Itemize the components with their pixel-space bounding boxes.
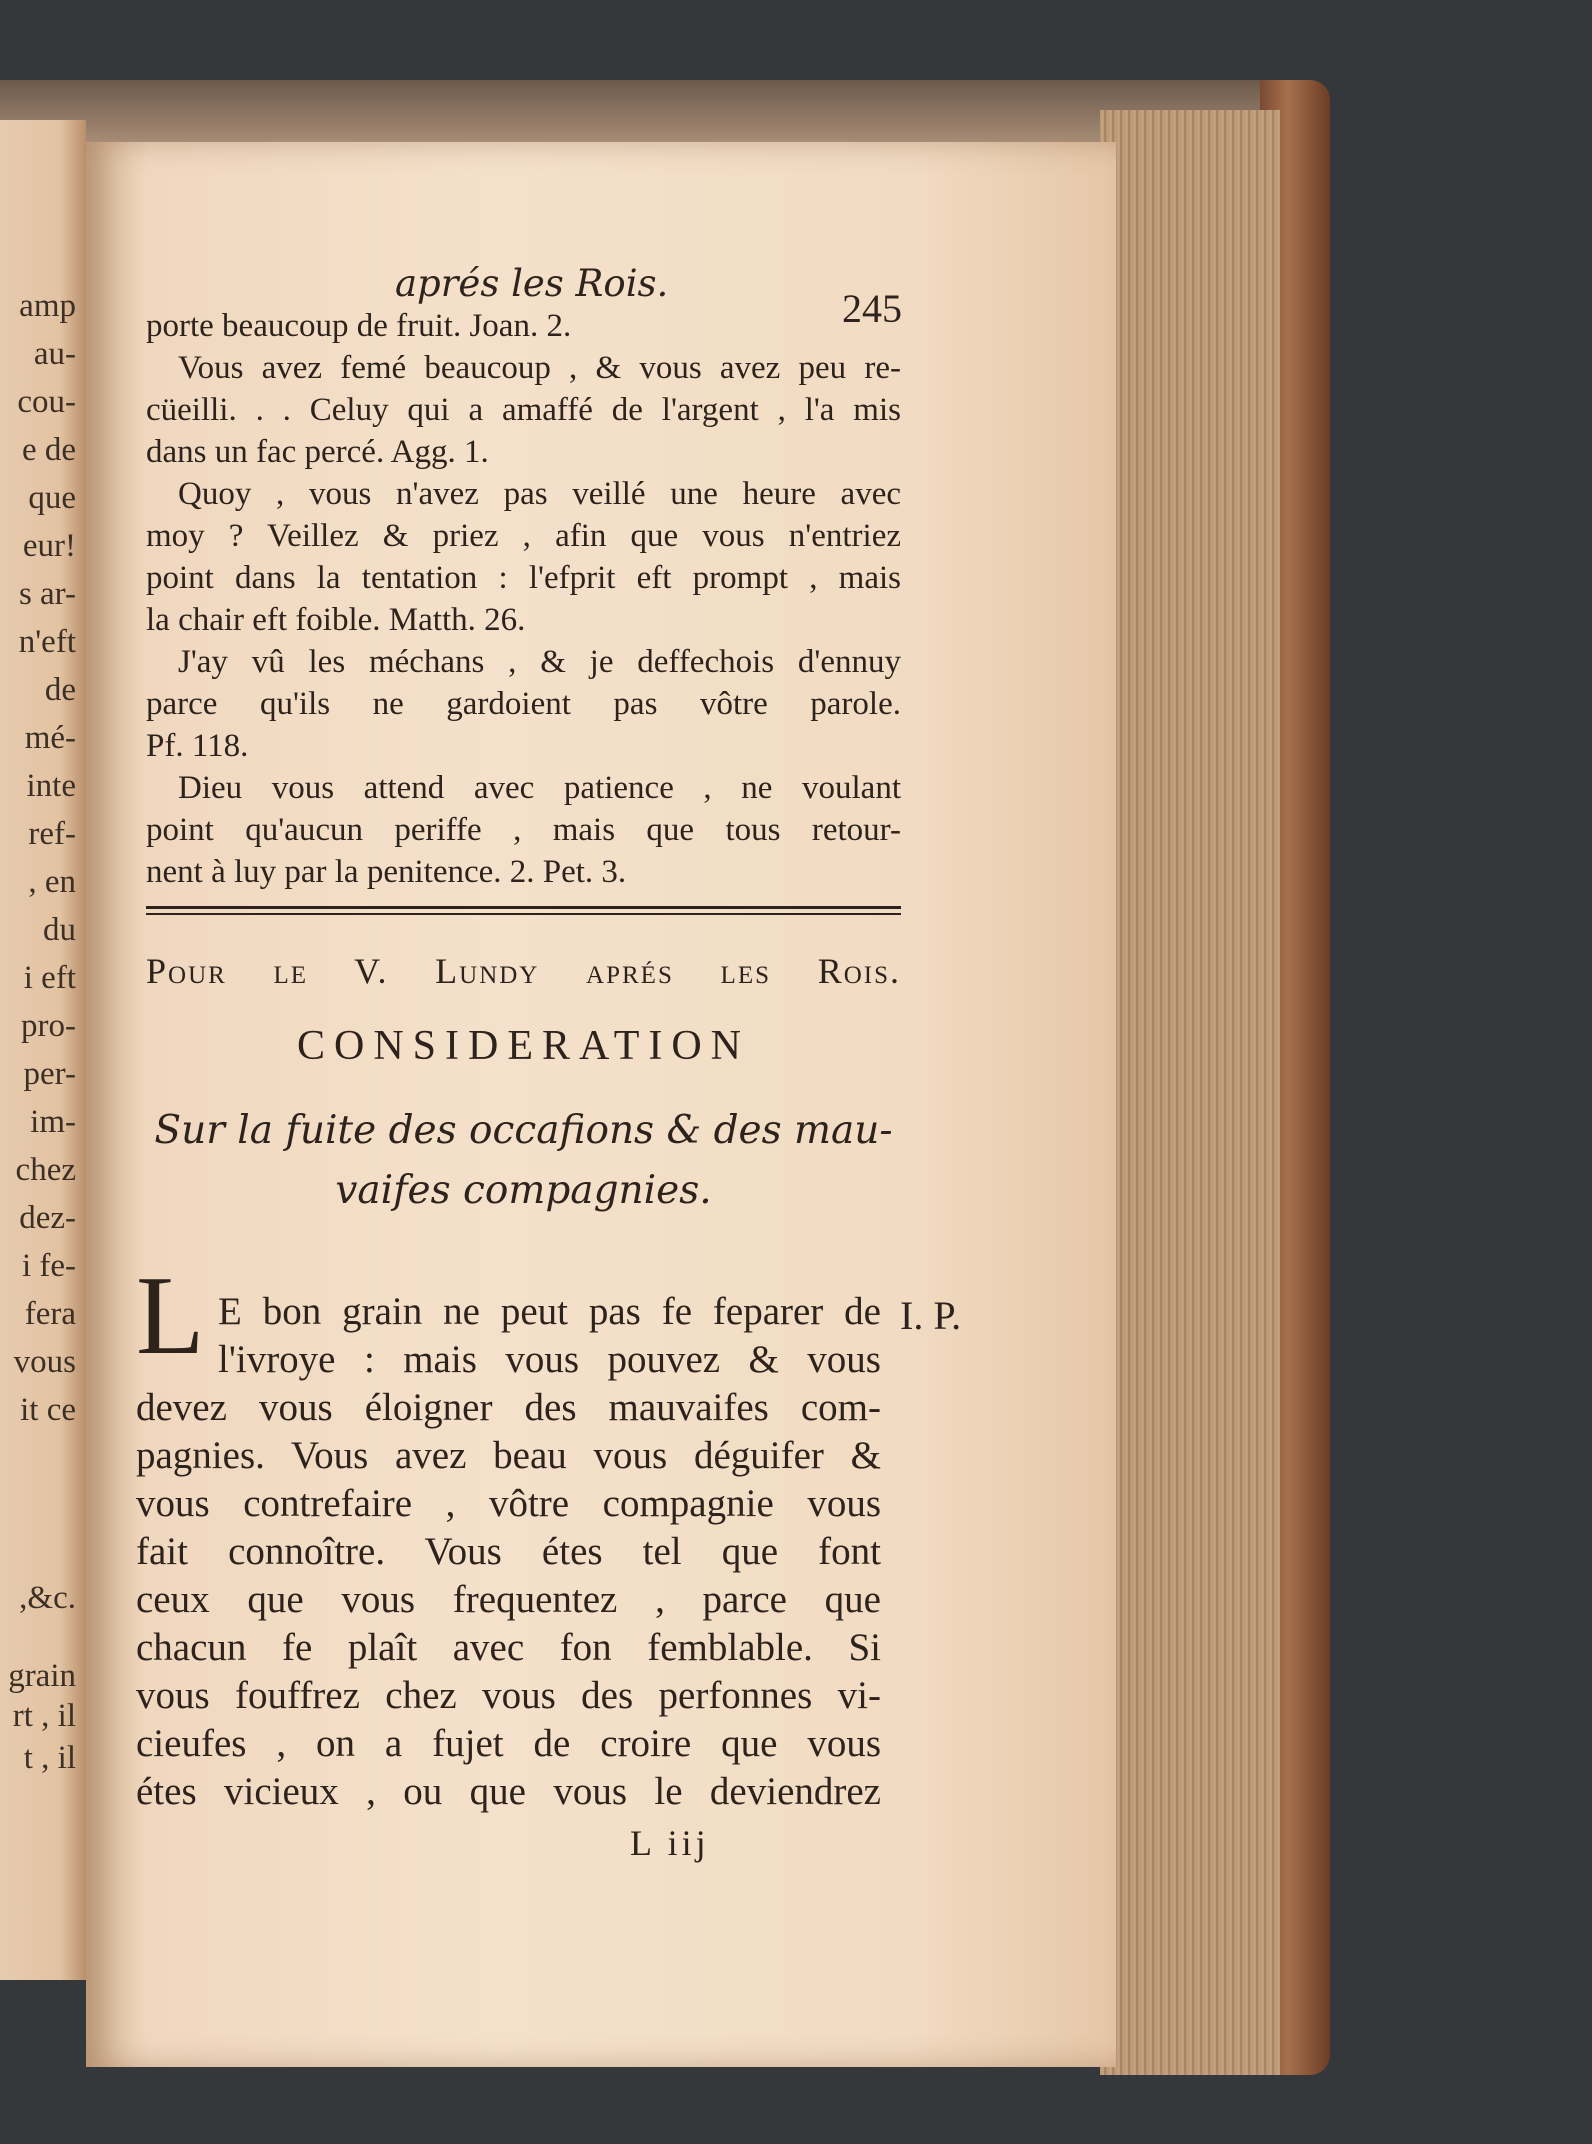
text-line: J'ay vû les méchans , & je deffechois d'ennuy (178, 644, 901, 680)
drop-cap: L (136, 1254, 205, 1378)
left-fragment: de (44, 672, 76, 708)
left-fragment: vous (13, 1344, 76, 1380)
text-line: cüeilli. . . Celuy qui a amaffé de l'argent , l'a mis (146, 392, 901, 428)
body-line: pagnies. Vous avez beau vous déguifer & (136, 1434, 881, 1477)
text-line: moy ? Veillez & priez , afin que vous n'entriez (146, 518, 901, 554)
margin-note: I. P. (900, 1293, 962, 1338)
left-fragment: it ce (20, 1392, 76, 1428)
left-fragment: e de (21, 432, 76, 468)
chapter-title: CONSIDERATION (297, 1023, 750, 1069)
left-fragment: n'eft (18, 624, 76, 660)
page-edges (1100, 110, 1280, 2075)
left-fragment: grain (8, 1658, 76, 1694)
left-fragment: que (28, 480, 76, 516)
left-fragment: pro- (21, 1008, 76, 1044)
left-fragment: t , il (23, 1740, 76, 1776)
left-fragment: inte (26, 768, 76, 804)
left-fragment: , en (28, 864, 76, 900)
body-line: vous contrefaire , vôtre compagnie vous (136, 1482, 881, 1525)
text-line: Dieu vous attend avec patience , ne voulant (178, 770, 901, 806)
body-line: devez vous éloigner des mauvaifes com- (136, 1386, 881, 1429)
running-head: aprés les Rois. (395, 262, 669, 305)
left-fragment: cou- (17, 384, 76, 420)
left-fragment: rt , il (12, 1698, 76, 1734)
left-fragment: eur! (22, 528, 76, 564)
left-fragment: dez- (19, 1200, 76, 1236)
body-line: vous fouffrez chez vous des perfonnes vi- (136, 1674, 881, 1717)
left-fragment: du (43, 912, 76, 948)
left-fragment: fera (24, 1296, 76, 1332)
text-line: point dans la tentation : l'efprit eft prompt , mais (146, 560, 901, 596)
body-line: chacun fe plaît avec fon femblable. Si (136, 1626, 881, 1669)
text-line: Quoy , vous n'avez pas veillé une heure avec (178, 476, 901, 512)
text-line: porte beaucoup de fruit. Joan. 2. (146, 308, 572, 344)
text-line: la chair eft foible. Matth. 26. (146, 602, 526, 638)
page-number: 245 (842, 286, 902, 331)
text-line: Pf. 118. (146, 728, 249, 764)
body-line: l'ivroye : mais vous pouvez & vous (218, 1338, 881, 1381)
left-fragment: ,&c. (19, 1580, 76, 1616)
body-line: étes vicieux , ou que vous le deviendrez (136, 1770, 881, 1813)
signature-mark: L iij (630, 1823, 710, 1863)
body-line: ceux que vous frequentez , parce que (136, 1578, 881, 1621)
body-line: cieufes , on a fujet de croire que vous (136, 1722, 881, 1765)
chapter-subtitle: vaifes compagnies. (335, 1168, 712, 1213)
left-fragment: ref- (28, 816, 76, 852)
body-line: E bon grain ne peut pas fe feparer de (218, 1290, 881, 1333)
left-fragment: per- (23, 1056, 76, 1092)
text-line: Vous avez femé beaucoup , & vous avez peu re- (178, 350, 901, 386)
text-line: point qu'aucun periffe , mais que tous retour- (146, 812, 901, 848)
left-fragment: amp (19, 288, 76, 324)
left-fragment: i eft (23, 960, 76, 996)
chapter-subtitle: Sur la fuite des occafions & des mau- (154, 1108, 893, 1153)
left-facing-page (0, 120, 86, 1980)
body-line: fait connoître. Vous étes tel que font (136, 1530, 881, 1573)
section-divider (146, 906, 901, 915)
section-heading: Pour le V. Lundy aprés les Rois. (146, 951, 901, 991)
left-fragment: mé- (24, 720, 76, 756)
text-line: dans un fac percé. Agg. 1. (146, 434, 489, 470)
left-fragment: au- (33, 336, 76, 372)
left-fragment: im- (30, 1104, 76, 1140)
left-fragment: chez (15, 1152, 76, 1188)
left-fragment: s ar- (18, 576, 76, 612)
left-fragment: i fe- (21, 1248, 76, 1284)
text-line: nent à luy par la penitence. 2. Pet. 3. (146, 854, 627, 890)
text-line: parce qu'ils ne gardoient pas vôtre parole. (146, 686, 901, 722)
